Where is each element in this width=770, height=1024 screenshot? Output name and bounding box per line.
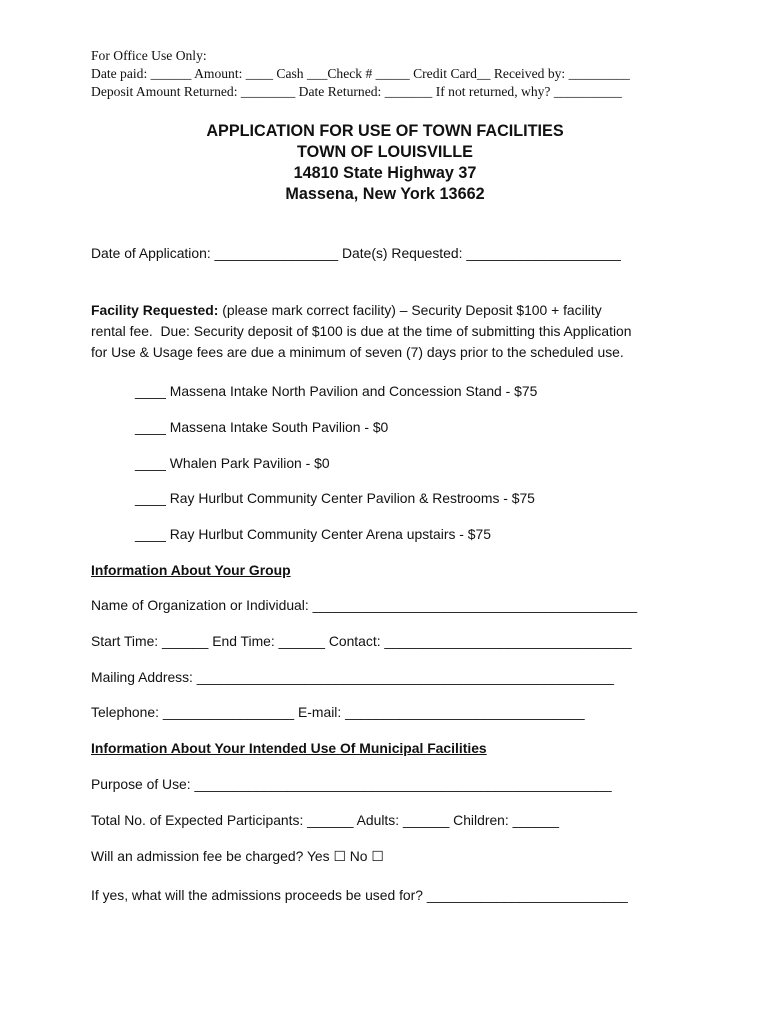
facility-label: Facility Requested:	[91, 302, 219, 318]
town-name: TOWN OF LOUISVILLE	[297, 143, 473, 161]
intended-use-heading: Information About Your Intended Use Of Municipal Facilities	[91, 740, 487, 756]
facility-option-community-center-arena[interactable]: ____ Ray Hurlbut Community Center Arena upstairs - $75	[135, 526, 491, 542]
office-use-line-2: Date paid: ______ Amount: ____ Cash ___Check # _____ Credit Card__ Received by: _________	[91, 66, 630, 81]
form-title-block	[0, 121, 770, 205]
telephone-email-field[interactable]: Telephone: _________________ E-mail: _______________________________	[91, 704, 585, 720]
organization-name-field[interactable]: Name of Organization or Individual: __________________________________________	[91, 597, 638, 613]
facility-line-1: (please mark correct facility) – Security Deposit $100 + facility	[218, 302, 602, 318]
facility-option-south-pavilion[interactable]: ____ Massena Intake South Pavilion - $0	[135, 419, 389, 435]
participants-field[interactable]: Total No. of Expected Participants: ______ Adults: ______ Children: ______	[91, 812, 559, 828]
facility-line-2: rental fee. Due: Security deposit of $100 is due at the time of submitting this Application	[91, 323, 632, 339]
facility-option-north-pavilion[interactable]: ____ Massena Intake North Pavilion and Concession Stand - $75	[135, 383, 538, 399]
proceeds-field[interactable]: If yes, what will the admissions proceeds be used for? __________________________	[91, 887, 628, 903]
time-contact-field[interactable]: Start Time: ______ End Time: ______ Contact: ________________________________	[91, 633, 632, 649]
office-use-line-1: For Office Use Only:	[91, 48, 207, 63]
mailing-address-field[interactable]: Mailing Address: ______________________________________________________	[91, 669, 614, 685]
admission-fee-checkboxes[interactable]: Will an admission fee be charged? Yes ☐ No ☐	[91, 848, 384, 864]
facility-line-3: for Use & Usage fees are due a minimum of seven (7) days prior to the scheduled use.	[91, 344, 624, 360]
office-use-line-3: Deposit Amount Returned: ________ Date Returned: _______ If not returned, why? __________	[91, 84, 622, 99]
facility-option-community-center-pavilion[interactable]: ____ Ray Hurlbut Community Center Pavilion & Restrooms - $75	[135, 490, 535, 506]
purpose-field[interactable]: Purpose of Use: ______________________________________________________	[91, 776, 612, 792]
dates-field[interactable]: Date of Application: ________________ Date(s) Requested: ____________________	[91, 245, 621, 261]
form-title: APPLICATION FOR USE OF TOWN FACILITIES	[206, 122, 564, 140]
group-info-heading: Information About Your Group	[91, 562, 291, 578]
facility-paragraph	[91, 300, 691, 363]
city-state-zip: Massena, New York 13662	[285, 185, 485, 203]
street-address: 14810 State Highway 37	[293, 164, 477, 182]
facility-option-whalen-park[interactable]: ____ Whalen Park Pavilion - $0	[135, 455, 330, 471]
